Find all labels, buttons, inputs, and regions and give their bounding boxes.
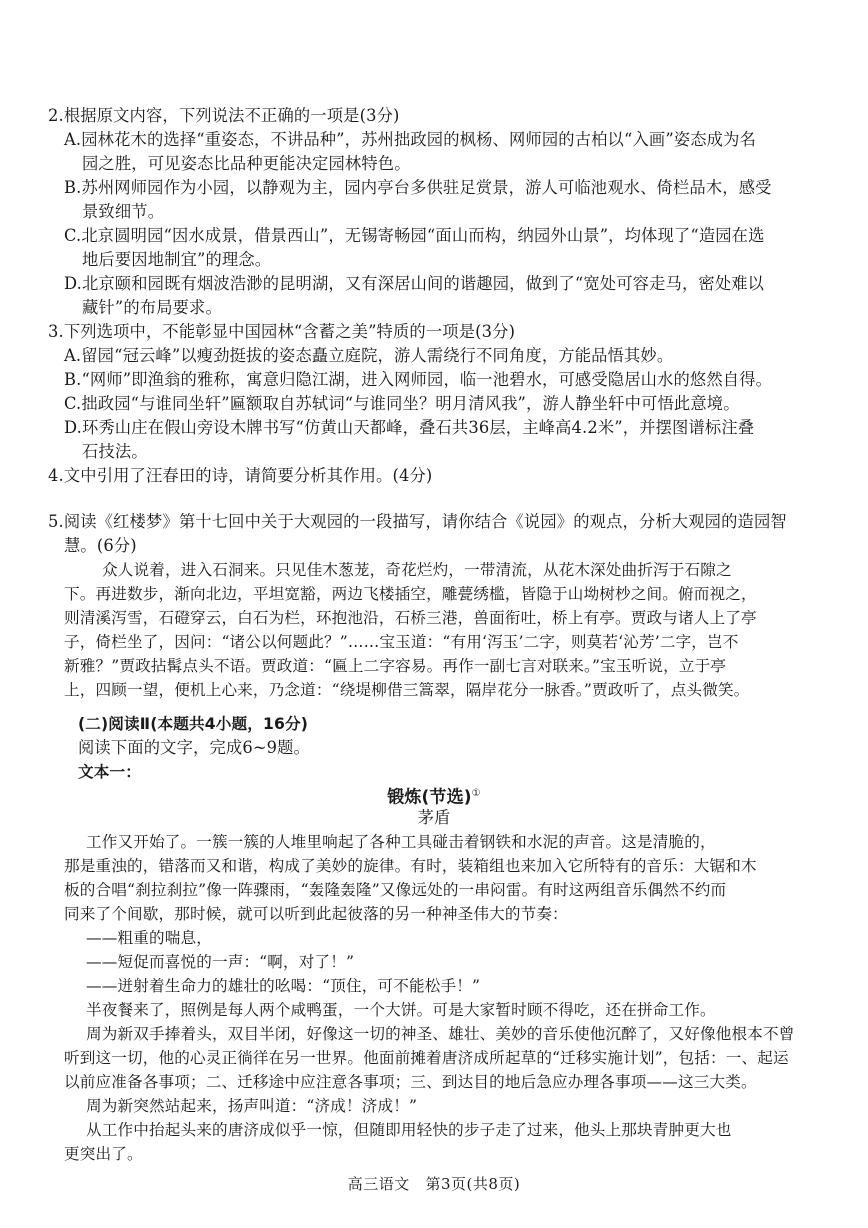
passage-title: 锻炼(节选)① bbox=[387, 787, 481, 808]
question-4-stem: 4.文中引用了汪春田的诗，请简要分析其作用。(4分) bbox=[48, 466, 433, 485]
page-footer: 高三语文 第3页(共8页) bbox=[347, 1175, 521, 1193]
question-5-passage-line: 上，四顾一望，便机上心来，乃念道：“绕堤柳借三篙翠，隔岸花分一脉香。”贾政听了，点头微笑。 bbox=[64, 681, 750, 699]
question-5-stem-line1: 5.阅读《红楼梦》第十七回中关于大观园的一段描写，请你结合《说园》的观点，分析大观园的造园智 bbox=[48, 512, 787, 531]
question-5-stem-line2: 慧。(6分) bbox=[64, 536, 137, 555]
question-2-stem: 2.根据原文内容，下列说法不正确的一项是(3分) bbox=[48, 106, 400, 125]
question-2-option-d-line2: 藏针”的布局要求。 bbox=[82, 298, 222, 317]
passage-line: ——短促而喜悦的一声：“啊，对了！” bbox=[86, 953, 355, 971]
passage-line: 周为新双手捧着头，双目半闭，好像这一切的神圣、雄壮、美妙的音乐使他沉醉了，又好像他根本不曾 bbox=[86, 1025, 795, 1043]
passage-line: 从工作中抬起头来的唐济成似乎一惊，但随即用轻快的步子走了过来，他头上那块青肿更大也 bbox=[86, 1121, 732, 1139]
question-2-option-b-line1: B.苏州网师园作为小园，以静观为主，园内亭台多供驻足赏景，游人可临池观水、倚栏品木，感受 bbox=[64, 178, 772, 197]
question-3-stem: 3.下列选项中，不能彰显中国园林“含蓄之美”特质的一项是(3分) bbox=[48, 322, 516, 341]
passage-line: 同来了个间歇，那时候，就可以听到此起彼落的另一种神圣伟大的节奏： bbox=[64, 905, 568, 923]
question-2-option-c-line2: 地后要因地制宜”的理念。 bbox=[82, 250, 272, 269]
question-2-option-c-line1: C.北京圆明园“因水成景，借景西山”，无锡寄畅园“面山而构，纳园外山景”，均体现了“造园在选 bbox=[64, 226, 765, 245]
passage-author: 茅盾 bbox=[417, 808, 451, 827]
question-2-option-b-line2: 景致细节。 bbox=[82, 202, 165, 221]
passage-line: 半夜餐来了，照例是每人两个咸鸭蛋，一个大饼。可是大家暂时顾不得吃，还在拼命工作。 bbox=[86, 1001, 716, 1019]
text-label: 文本一： bbox=[78, 763, 141, 781]
question-5-passage-line: 则清溪泻雪，石磴穿云，白石为栏，环抱池沿，石桥三港，兽面衔吐，桥上有亭。贾政与诸人上了亭 bbox=[64, 609, 757, 627]
passage-line: 听到这一切，他的心灵正徜徉在另一世界。他面前摊着唐济成所起草的“迁移实施计划”，包括：一、起运 bbox=[64, 1049, 789, 1067]
question-3-option-d-line1: D.环秀山庄在假山旁设木牌书写“仿黄山天都峰，叠石共36层，主峰高4.2米”，并摆图谱标注叠 bbox=[64, 418, 755, 437]
passage-line: 以前应准备各事项；二、迁移途中应注意各事项；三、到达目的地后急应办理各事项——这三大类。 bbox=[64, 1073, 757, 1091]
question-5-passage-line: 子，倚栏坐了，因问：“诸公以何题此？”……宝玉道：“有用‘泻玉’二字，则莫若‘沁芳’二字，岂不 bbox=[64, 633, 739, 651]
question-3-option-d-line2: 石技法。 bbox=[82, 442, 148, 461]
passage-line: 周为新突然站起来，扬声叫道：“济成！济成！” bbox=[86, 1097, 418, 1115]
question-5-passage-line: 新雅？”贾政拈髯点头不语。贾政道：“匾上二字容易。再作一副七言对联来。”宝玉听说，立于亭 bbox=[64, 657, 727, 675]
section-instruction: 阅读下面的文字，完成6~9题。 bbox=[78, 738, 310, 757]
question-5-passage-line: 下。再进数步，渐向北边，平坦宽豁，两边飞楼插空，雕甍绣槛，皆隐于山坳树杪之间。俯而视之， bbox=[64, 585, 757, 603]
passage-line: 那是重浊的，错落而又和谐，构成了美妙的旋律。有时，装箱组也来加入它所特有的音乐：大锯和木 bbox=[64, 857, 757, 875]
question-2-option-a-line2: 园之胜，可见姿态比品种更能决定园林特色。 bbox=[82, 154, 411, 173]
passage-line: 板的合唱“刹拉刹拉”像一阵骤雨，“轰隆轰隆”又像远处的一串闷雷。有时这两组音乐偶然不约而 bbox=[64, 881, 727, 899]
question-3-option-c: C.拙政园“与谁同坐轩”匾额取自苏轼词“与谁同坐？明月清风我”，游人静坐轩中可悟此意境。 bbox=[64, 394, 740, 413]
question-2-option-d-line1: D.北京颐和园既有烟波浩渺的昆明湖，又有深居山间的谐趣园，做到了“宽处可容走马，密处难以 bbox=[64, 274, 765, 293]
passage-line: 工作又开始了。一簇一簇的人堆里响起了各种工具碰击着钢铁和水泥的声音。这是清脆的， bbox=[86, 833, 716, 851]
question-3-option-b: B.“网师”即渔翁的雅称，寓意归隐江湖，进入网师园，临一池碧水，可感受隐居山水的悠然自得。 bbox=[64, 370, 773, 389]
passage-line: ——粗重的喘息， bbox=[86, 929, 212, 947]
question-2-option-a-line1: A.园林花木的选择“重姿态，不讲品种”，苏州拙政园的枫杨、网师园的古柏以“入画”姿态成为名 bbox=[64, 130, 756, 149]
footnote-marker: ① bbox=[471, 788, 481, 799]
passage-line: ——迸射着生命力的雄壮的吆喝：“顶住，可不能松手！” bbox=[86, 977, 481, 995]
question-3-option-a: A.留园“冠云峰”以瘦劲挺拔的姿态矗立庭院，游人需绕行不同角度，方能品悟其妙。 bbox=[64, 346, 674, 365]
question-5-passage-line: 众人说着，进入石洞来。只见佳木葱茏，奇花烂灼，一带清流，从花木深处曲折泻于石隙之 bbox=[102, 561, 732, 579]
passage-line: 更突出了。 bbox=[64, 1145, 143, 1163]
section-header: (二)阅读Ⅱ(本题共4小题，16分) bbox=[78, 715, 308, 733]
